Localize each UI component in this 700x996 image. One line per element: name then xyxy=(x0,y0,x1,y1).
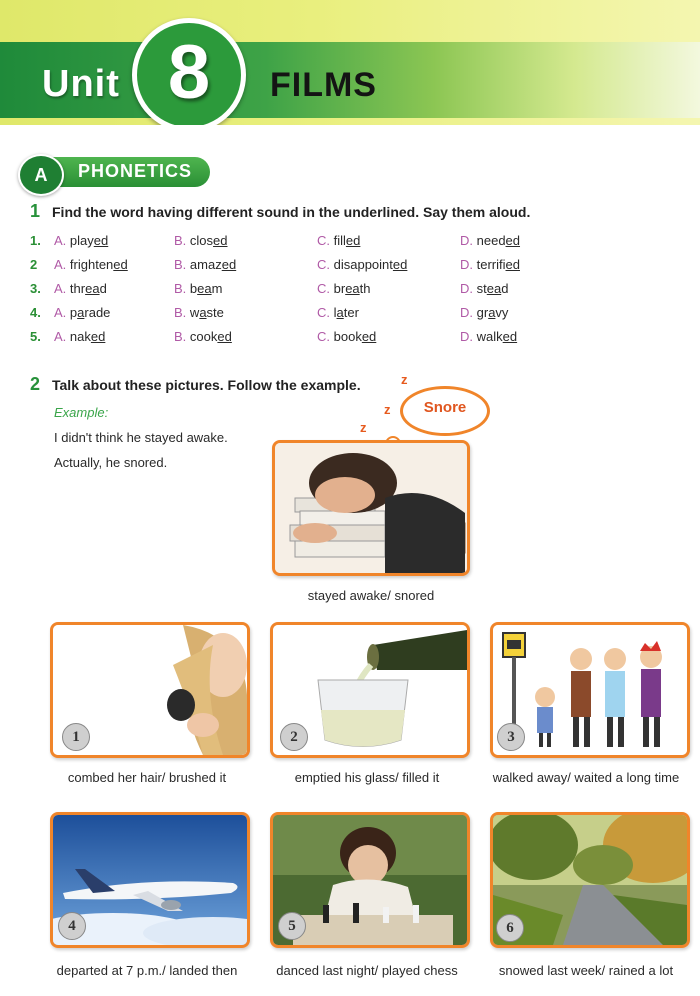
option-underlined-part: ea xyxy=(197,281,212,296)
picture-number-badge: 4 xyxy=(58,912,86,940)
question-number: 5. xyxy=(30,329,41,344)
option-word-part: p xyxy=(69,305,78,320)
exercise-1-instruction: Find the word having different sound in the underlined. Say them aloud. xyxy=(52,204,531,220)
question-number: 1. xyxy=(30,233,41,248)
question-number: 2 xyxy=(30,257,38,272)
answer-option[interactable] xyxy=(317,281,371,296)
example-picture xyxy=(272,440,470,576)
option-underlined-part: a xyxy=(77,305,85,320)
picture-number-badge: 5 xyxy=(278,912,306,940)
option-word-part: cook xyxy=(189,329,218,344)
answer-option[interactable] xyxy=(460,305,508,320)
picture-number-badge: 2 xyxy=(280,723,308,751)
sleeping-student-illustration xyxy=(275,443,467,573)
option-underlined-part: ea xyxy=(85,281,100,296)
option-letter: C. xyxy=(317,329,330,344)
question-number: 4. xyxy=(30,305,41,320)
sleep-z-letter: z xyxy=(401,372,408,387)
picture-number-badge: 3 xyxy=(497,723,525,751)
option-underlined-part: ea xyxy=(486,281,502,296)
picture-2-caption: emptied his glass/ filled it xyxy=(294,770,440,785)
example-label: Example: xyxy=(54,405,109,420)
option-word-part: br xyxy=(333,281,346,296)
exercise-1-number: 1 xyxy=(30,201,41,221)
unit-header-banner xyxy=(0,0,700,125)
example-line-1: I didn't think he stayed awake. xyxy=(54,430,228,445)
section-letter-badge: A xyxy=(18,154,64,196)
option-word-part: m xyxy=(211,281,223,296)
example-caption: stayed awake/ snored xyxy=(307,588,435,603)
answer-option[interactable] xyxy=(317,233,360,248)
answer-option[interactable] xyxy=(54,305,110,320)
question-number: 3. xyxy=(30,281,41,296)
option-word-part: st xyxy=(476,281,487,296)
option-letter: B. xyxy=(174,305,187,320)
option-word-part: ter xyxy=(343,305,359,320)
option-word-part: d xyxy=(99,281,107,296)
option-word-part: fill xyxy=(333,233,346,248)
picture-6-caption: snowed last week/ rained a lot xyxy=(498,963,674,978)
option-letter: C. xyxy=(317,281,330,296)
option-letter: D. xyxy=(460,233,473,248)
option-word-part: vy xyxy=(495,305,509,320)
picture-1-caption: combed her hair/ brushed it xyxy=(67,770,227,785)
option-underlined-part: a xyxy=(336,305,344,320)
option-letter: A. xyxy=(54,281,67,296)
option-word-part: book xyxy=(333,329,362,344)
option-word-part: need xyxy=(476,233,506,248)
option-underlined-part: ed xyxy=(221,257,237,272)
option-letter: B. xyxy=(174,281,187,296)
option-underlined-part: ed xyxy=(113,257,128,272)
answer-option[interactable] xyxy=(460,257,520,272)
option-word-part: thr xyxy=(69,281,86,296)
option-underlined-part: ed xyxy=(505,257,520,272)
option-word-part: amaz xyxy=(189,257,222,272)
option-letter: A. xyxy=(54,305,67,320)
option-word-part: disappoint xyxy=(333,257,393,272)
option-underlined-part: ed xyxy=(93,233,109,248)
answer-option[interactable] xyxy=(174,233,228,248)
thought-bubble-text: Snore xyxy=(423,399,467,416)
exercise-2-instruction: Talk about these pictures. Follow the example. xyxy=(52,377,361,393)
unit-label: Unit xyxy=(42,63,120,105)
answer-option[interactable] xyxy=(460,233,520,248)
answer-option[interactable] xyxy=(317,257,407,272)
option-word-part: nak xyxy=(69,329,91,344)
answer-option[interactable] xyxy=(460,281,508,296)
option-letter: C. xyxy=(317,257,330,272)
answer-option[interactable] xyxy=(174,329,232,344)
option-word-part: gr xyxy=(476,305,489,320)
option-letter: C. xyxy=(317,305,330,320)
answer-option[interactable] xyxy=(174,305,224,320)
answer-option[interactable] xyxy=(460,329,517,344)
option-underlined-part: a xyxy=(199,305,207,320)
option-letter: D. xyxy=(460,305,473,320)
picture-3-caption: walked away/ waited a long time xyxy=(492,770,680,785)
option-underlined-part: ed xyxy=(361,329,377,344)
picture-4-caption: departed at 7 p.m./ landed then xyxy=(56,963,238,978)
option-underlined-part: ed xyxy=(505,233,521,248)
option-underlined-part: a xyxy=(488,305,496,320)
option-underlined-part: ed xyxy=(392,257,408,272)
exercise-2-number: 2 xyxy=(30,374,41,394)
picture-number-badge: 1 xyxy=(62,723,90,751)
option-letter: D. xyxy=(460,329,473,344)
option-letter: D. xyxy=(460,257,473,272)
option-underlined-part: ed xyxy=(217,329,232,344)
answer-option[interactable] xyxy=(54,257,128,272)
option-underlined-part: ed xyxy=(502,329,518,344)
option-underlined-part: ed xyxy=(90,329,106,344)
unit-title: FILMS xyxy=(270,66,377,104)
option-letter: A. xyxy=(54,257,67,272)
answer-option[interactable] xyxy=(317,305,359,320)
option-word-part: frighten xyxy=(69,257,114,272)
section-title: PHONETICS xyxy=(78,161,193,181)
answer-option[interactable] xyxy=(54,233,108,248)
option-word-part: clos xyxy=(189,233,214,248)
option-word-part: ste xyxy=(206,305,224,320)
option-word-part: l xyxy=(333,305,337,320)
answer-option[interactable] xyxy=(174,281,222,296)
unit-number: 8 xyxy=(167,30,211,115)
option-letter: B. xyxy=(174,329,187,344)
option-letter: B. xyxy=(174,257,187,272)
option-word-part: play xyxy=(69,233,94,248)
option-underlined-part: ed xyxy=(345,233,361,248)
option-letter: C. xyxy=(317,233,330,248)
example-line-2: Actually, he snored. xyxy=(54,455,168,470)
option-word-part: b xyxy=(189,281,198,296)
answer-option[interactable] xyxy=(317,329,376,344)
sleep-z-letter: z xyxy=(384,402,391,417)
option-word-part: w xyxy=(189,305,200,320)
option-letter: A. xyxy=(54,233,67,248)
option-letter: A. xyxy=(54,329,67,344)
option-word-part: rade xyxy=(84,305,111,320)
option-word-part: d xyxy=(501,281,509,296)
answer-option[interactable] xyxy=(174,257,236,272)
option-letter: D. xyxy=(460,281,473,296)
sleep-z-letter: z xyxy=(360,420,367,435)
option-underlined-part: ea xyxy=(345,281,360,296)
picture-number-badge: 6 xyxy=(496,914,524,942)
option-word-part: terrifi xyxy=(476,257,506,272)
option-underlined-part: ed xyxy=(213,233,228,248)
answer-option[interactable] xyxy=(54,281,107,296)
option-letter: B. xyxy=(174,233,187,248)
picture-5-caption: danced last night/ played chess xyxy=(276,963,458,978)
option-word-part: walk xyxy=(476,329,503,344)
option-word-part: th xyxy=(359,281,371,296)
answer-option[interactable] xyxy=(54,329,105,344)
